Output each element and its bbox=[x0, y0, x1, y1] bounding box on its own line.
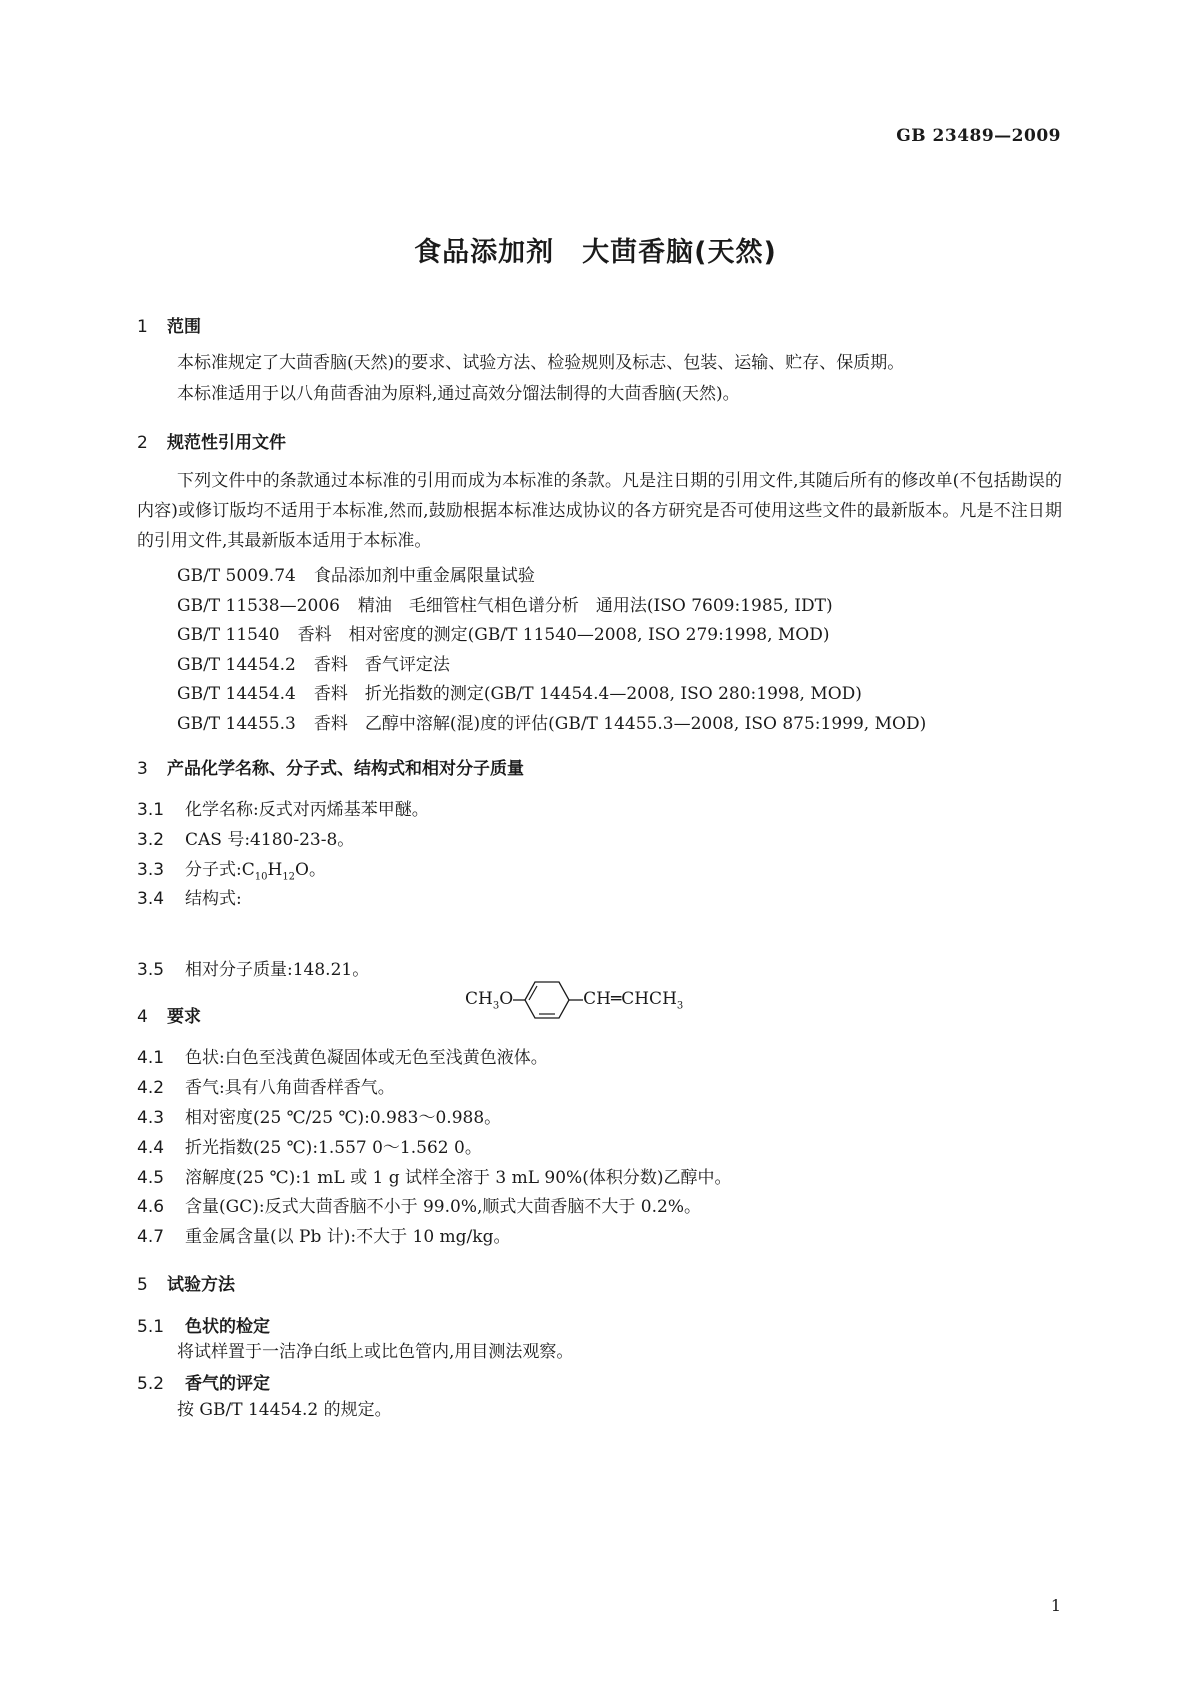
reference-item bbox=[177, 679, 862, 704]
section-title: 产品化学名称、分子式、结构式和相对分子质量 bbox=[167, 759, 524, 779]
clause-number: 4.7 bbox=[137, 1227, 165, 1247]
reference-item bbox=[177, 561, 535, 586]
section-3-heading bbox=[137, 754, 524, 779]
section-number: 5 bbox=[137, 1275, 148, 1295]
clause-number: 4.4 bbox=[137, 1138, 165, 1158]
reference-code: GB/T 14454.2 bbox=[177, 655, 296, 675]
subsection-title: 色状的检定 bbox=[185, 1317, 270, 1337]
clause-item bbox=[137, 1043, 548, 1068]
clause-text: 含量(GC):反式大茴香脑不小于 99.0%,顺式大茴香脑不大于 0.2%。 bbox=[185, 1197, 701, 1217]
clause-text: 溶解度(25 ℃):1 mL 或 1 g 试样全溶于 3 mL 90%(体积分数)乙醇中。 bbox=[185, 1168, 732, 1188]
formula-left: $CH_3O$ bbox=[465, 988, 514, 1012]
paragraph: 本标准规定了大茴香脑(天然)的要求、试验方法、检验规则及标志、包装、运输、贮存、保质期。 bbox=[177, 353, 905, 373]
clause-number: 4.5 bbox=[137, 1168, 165, 1188]
clause-number: 4.6 bbox=[137, 1197, 165, 1217]
reference-title: 香料 相对密度的测定(GB/T 11540—2008, ISO 279:1998, MOD) bbox=[297, 625, 830, 645]
reference-item bbox=[177, 591, 833, 616]
clause-item bbox=[137, 1192, 701, 1217]
section-title: 规范性引用文件 bbox=[167, 433, 286, 453]
benzene-ring-icon bbox=[513, 978, 583, 1022]
section-2-heading bbox=[137, 428, 286, 453]
section-title: 试验方法 bbox=[167, 1275, 235, 1295]
clause-number: 4.1 bbox=[137, 1048, 165, 1068]
clause-item bbox=[137, 855, 326, 882]
clause-number: 4.3 bbox=[137, 1108, 165, 1128]
subsection-number: 5.1 bbox=[137, 1317, 165, 1337]
clause-item bbox=[137, 1103, 501, 1128]
clause-text: 相对分子质量:148.21。 bbox=[185, 960, 370, 980]
clause-number: 4.2 bbox=[137, 1078, 165, 1098]
paragraph: 将试样置于一洁净白纸上或比色管内,用目测法观察。 bbox=[177, 1342, 574, 1362]
section-1-heading bbox=[137, 312, 201, 337]
paragraph: 下列文件中的条款通过本标准的引用而成为本标准的条款。凡是注日期的引用文件,其随后所有的修改单(不包括勘误的内容)或修订版均不适用于本标准,然而,鼓励根据本标准达成协议的各方研究是否可使用这些文件的最新版本。凡是不注日期的引用文件,其最新版本适用于本标准。 bbox=[137, 471, 1062, 551]
clause-text: 折光指数(25 ℃):1.557 0～1.562 0。 bbox=[185, 1138, 482, 1158]
paragraph: 本标准适用于以八角茴香油为原料,通过高效分馏法制得的大茴香脑(天然)。 bbox=[177, 384, 740, 404]
subsection-heading bbox=[137, 1312, 270, 1337]
clause-number: 3.1 bbox=[137, 800, 165, 820]
clause-number: 3.5 bbox=[137, 960, 165, 980]
clause-item bbox=[137, 1163, 731, 1188]
section-number: 4 bbox=[137, 1007, 148, 1027]
clause-text: 化学名称:反式对丙烯基苯甲醚。 bbox=[185, 800, 429, 820]
clause-text: 结构式: bbox=[185, 889, 242, 909]
clause-item bbox=[137, 955, 369, 980]
clause-text: 相对密度(25 ℃/25 ℃):0.983～0.988。 bbox=[185, 1108, 502, 1128]
reference-code: GB/T 14454.4 bbox=[177, 684, 296, 704]
clause-text: CAS 号:4180-23-8。 bbox=[185, 830, 355, 850]
clause-item bbox=[137, 795, 429, 820]
clause-number: 3.2 bbox=[137, 830, 165, 850]
formula-right: $CH═CHCH_3$ bbox=[583, 988, 684, 1012]
clause-text: 重金属含量(以 Pb 计):不大于 10 mg/kg。 bbox=[185, 1227, 511, 1247]
reference-title: 香料 香气评定法 bbox=[313, 655, 450, 675]
reference-item bbox=[177, 650, 450, 675]
clause-item bbox=[137, 825, 354, 850]
section-number: 1 bbox=[137, 317, 148, 337]
document-title: 食品添加剂 大茴香脑(天然) bbox=[414, 237, 777, 268]
page-number: 1 bbox=[1050, 1596, 1061, 1615]
clause-item bbox=[137, 1133, 482, 1158]
subscript: 12 bbox=[282, 871, 296, 883]
clause-text: 香气:具有八角茴香样香气。 bbox=[185, 1078, 395, 1098]
section-4-heading bbox=[137, 1002, 201, 1027]
clause-number: 3.3 bbox=[137, 860, 165, 880]
reference-title: 精油 毛细管柱气相色谱分析 通用法(ISO 7609:1985, IDT) bbox=[357, 596, 833, 616]
subsection-heading bbox=[137, 1369, 270, 1394]
clause-item bbox=[137, 1073, 395, 1098]
subsection-title: 香气的评定 bbox=[185, 1374, 270, 1394]
reference-code: GB/T 11538—2006 bbox=[177, 596, 340, 616]
structural-formula bbox=[465, 978, 683, 1022]
paragraph: 按 GB/T 14454.2 的规定。 bbox=[177, 1400, 392, 1420]
reference-item bbox=[177, 620, 830, 645]
clause-item bbox=[137, 884, 242, 909]
clause-number: 3.4 bbox=[137, 889, 165, 909]
section-title: 要求 bbox=[167, 1007, 201, 1027]
clause-text: 分子式:C bbox=[185, 860, 255, 880]
clause-text: 色状:白色至浅黄色凝固体或无色至浅黄色液体。 bbox=[185, 1048, 548, 1068]
reference-code: GB/T 14455.3 bbox=[177, 714, 296, 734]
section-number: 3 bbox=[137, 759, 148, 779]
reference-code: GB/T 11540 bbox=[177, 625, 280, 645]
section-number: 2 bbox=[137, 433, 148, 453]
reference-title: 香料 乙醇中溶解(混)度的评估(GB/T 14455.3—2008, ISO 875:1999, MOD) bbox=[313, 714, 927, 734]
standard-code: GB 23489—2009 bbox=[896, 126, 1061, 146]
reference-title: 食品添加剂中重金属限量试验 bbox=[313, 566, 535, 586]
section-title: 范围 bbox=[167, 317, 201, 337]
clause-text: O。 bbox=[295, 860, 326, 880]
subsection-number: 5.2 bbox=[137, 1374, 165, 1394]
subscript: 10 bbox=[254, 871, 268, 883]
section-5-heading bbox=[137, 1270, 235, 1295]
reference-code: GB/T 5009.74 bbox=[177, 566, 296, 586]
reference-item bbox=[177, 709, 926, 734]
clause-text: H bbox=[267, 860, 283, 880]
clause-item bbox=[137, 1222, 510, 1247]
reference-title: 香料 折光指数的测定(GB/T 14454.4—2008, ISO 280:1998, MOD) bbox=[313, 684, 862, 704]
